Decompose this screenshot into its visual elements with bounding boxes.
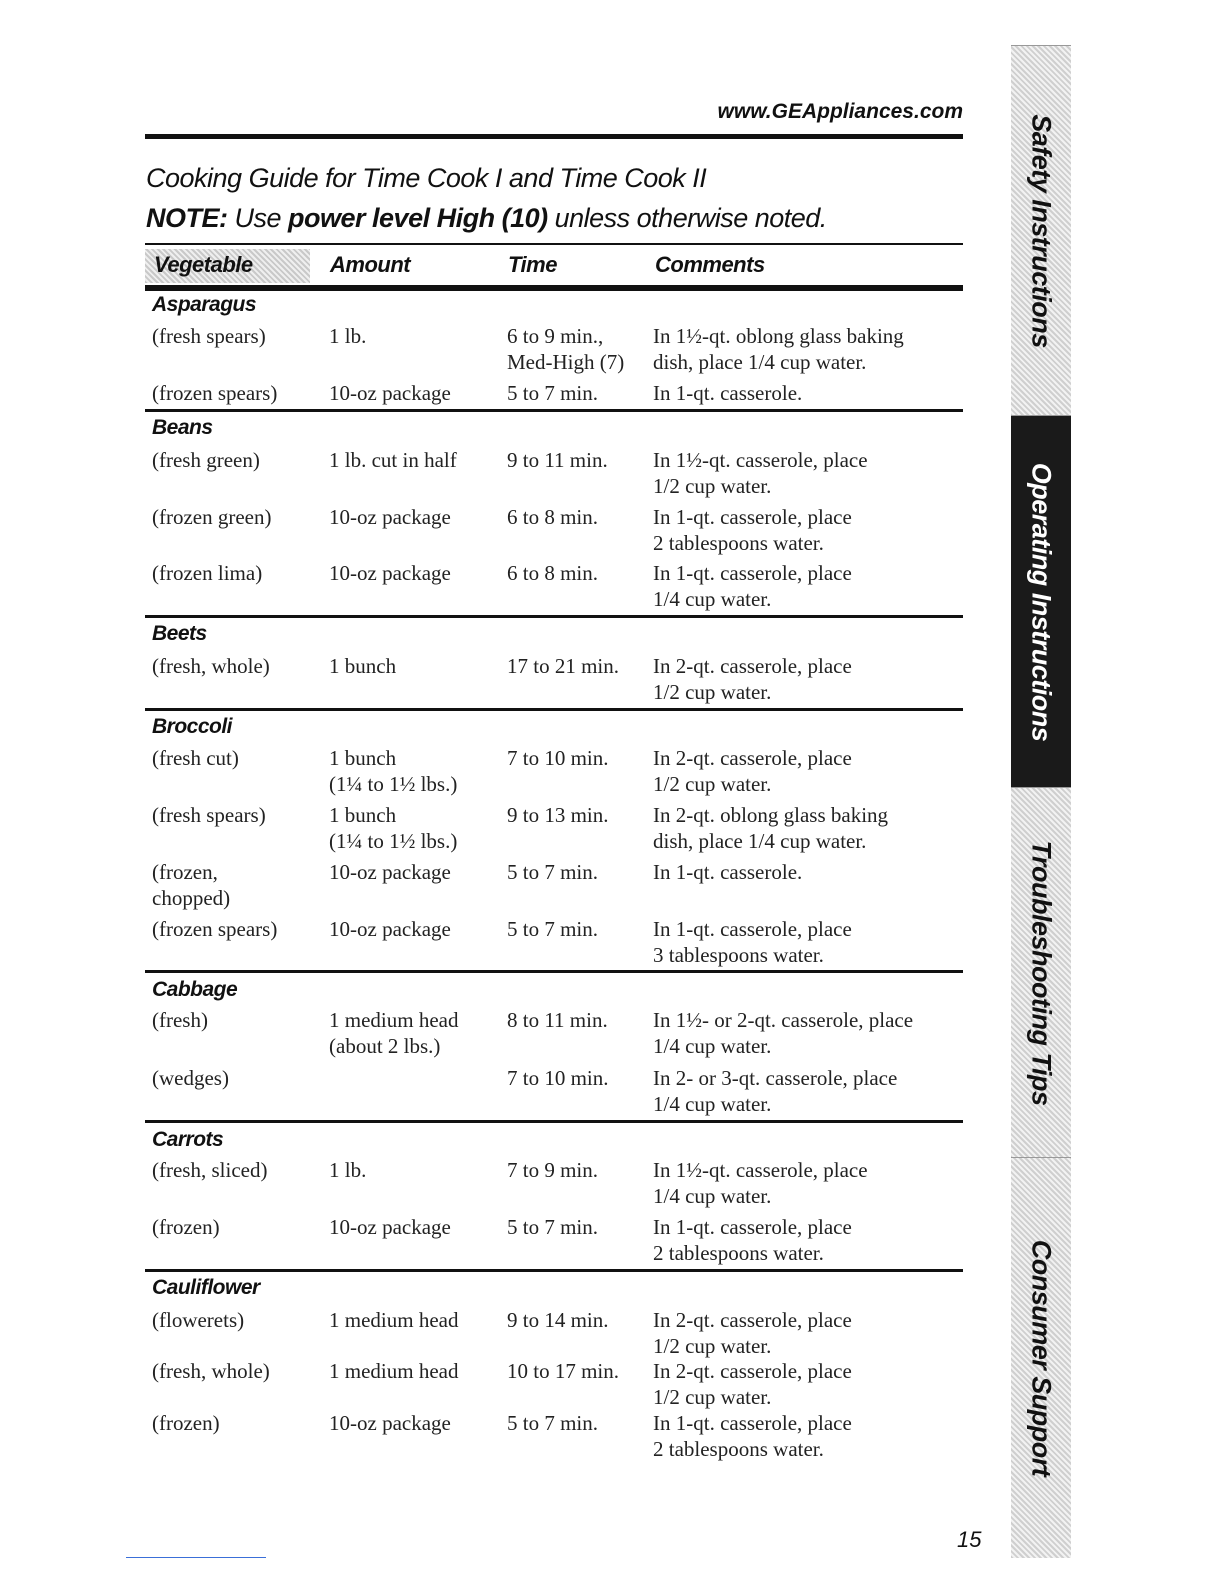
amount-cell: 10-oz package — [329, 860, 451, 884]
time-cell: 17 to 21 min. — [507, 654, 620, 678]
comment-cell: In 1½-qt. casserole, place 1/2 cup water. — [653, 448, 868, 498]
time-cell: 5 to 7 min. — [507, 1215, 599, 1239]
page-title: Cooking Guide for Time Cook I and Time Cook II — [146, 163, 707, 193]
header-rule — [145, 134, 963, 139]
amount-cell: 1 medium head (about 2 lbs.) — [329, 1008, 459, 1058]
note-rule — [145, 243, 963, 245]
amount-cell: 1 bunch — [329, 654, 397, 678]
comment-cell: In 2- or 3-qt. casserole, place 1/4 cup water. — [653, 1066, 898, 1116]
time-cell: 7 to 9 min. — [507, 1158, 599, 1182]
amount-cell: 1 lb. cut in half — [329, 448, 457, 472]
group-rule — [145, 970, 963, 973]
comment-cell: In 1½- or 2-qt. casserole, place 1/4 cup water. — [653, 1008, 914, 1058]
column-header-amount: Amount — [330, 252, 411, 277]
vegetable-group-name: Asparagus — [152, 293, 257, 316]
website-url[interactable]: www.GEAppliances.com — [717, 100, 963, 123]
comment-cell: In 1-qt. casserole. — [653, 860, 803, 884]
comment-cell: In 1-qt. casserole. — [653, 381, 803, 405]
tab-label: Safety Instructions — [1026, 114, 1057, 348]
column-header-comments: Comments — [655, 252, 765, 277]
time-cell: 10 to 17 min. — [507, 1359, 620, 1383]
bottom-link-line — [126, 1557, 266, 1558]
vegetable-form: (fresh, sliced) — [152, 1158, 268, 1182]
time-cell: 7 to 10 min. — [507, 746, 609, 770]
amount-cell: 1 medium head — [329, 1359, 459, 1383]
time-cell: 6 to 9 min., Med-High (7) — [507, 324, 625, 374]
amount-cell: 10-oz package — [329, 561, 451, 585]
comment-cell: In 1-qt. casserole, place 2 tablespoons water. — [653, 505, 852, 555]
amount-cell: 10-oz package — [329, 1215, 451, 1239]
vegetable-form: (frozen) — [152, 1411, 220, 1435]
vegetable-form: (fresh spears) — [152, 324, 266, 348]
vegetable-form: (frozen, chopped) — [152, 860, 231, 910]
vegetable-form: (fresh) — [152, 1008, 208, 1032]
time-cell: 5 to 7 min. — [507, 860, 599, 884]
amount-cell: 1 lb. — [329, 1158, 367, 1182]
tab-label: Troubleshooting Tips — [1026, 840, 1057, 1106]
amount-cell: 1 bunch (1¼ to 1½ lbs.) — [329, 803, 458, 853]
note-label: NOTE: — [146, 203, 228, 233]
group-rule — [145, 708, 963, 711]
amount-cell: 1 lb. — [329, 324, 367, 348]
amount-cell: 10-oz package — [329, 1411, 451, 1435]
vegetable-group-name: Beets — [152, 622, 207, 645]
amount-cell: 1 medium head — [329, 1308, 459, 1332]
group-rule — [145, 1120, 963, 1123]
vegetable-form: (frozen spears) — [152, 381, 278, 405]
group-rule — [145, 288, 963, 291]
vegetable-group-name: Cauliflower — [152, 1276, 260, 1299]
comment-cell: In 2-qt. casserole, place 1/2 cup water. — [653, 1308, 852, 1358]
tab-label: Consumer Support — [1026, 1239, 1057, 1477]
comment-cell: In 1-qt. casserole, place 3 tablespoons water. — [653, 917, 852, 967]
comment-cell: In 1½-qt. oblong glass baking dish, place 1/4 cup water. — [653, 324, 904, 374]
group-rule — [145, 615, 963, 618]
vegetable-group-name: Carrots — [152, 1128, 224, 1151]
comment-cell: In 2-qt. casserole, place 1/2 cup water. — [653, 746, 852, 796]
time-cell: 9 to 11 min. — [507, 448, 608, 472]
comment-cell: In 2-qt. casserole, place 1/2 cup water. — [653, 1359, 852, 1409]
vegetable-form: (frozen spears) — [152, 917, 278, 941]
note-text-1: Use — [227, 203, 289, 233]
time-cell: 9 to 13 min. — [507, 803, 609, 827]
vegetable-form: (fresh, whole) — [152, 1359, 270, 1383]
column-header-vegetable: Vegetable — [154, 252, 253, 277]
section-tabs — [1011, 45, 1071, 1557]
comment-cell: In 2-qt. oblong glass baking dish, place 1/4 cup water. — [653, 803, 889, 853]
time-cell: 7 to 10 min. — [507, 1066, 609, 1090]
vegetable-form: (fresh cut) — [152, 746, 239, 770]
vegetable-group-name: Beans — [152, 416, 213, 439]
time-cell: 6 to 8 min. — [507, 505, 599, 529]
column-header-time: Time — [508, 252, 557, 277]
comment-cell: In 2-qt. casserole, place 1/2 cup water. — [653, 654, 852, 704]
time-cell: 9 to 14 min. — [507, 1308, 609, 1332]
vegetable-form: (flowerets) — [152, 1308, 245, 1332]
group-rule — [145, 1269, 963, 1272]
amount-cell: 10-oz package — [329, 381, 451, 405]
vegetable-form: (fresh spears) — [152, 803, 266, 827]
vegetable-form: (fresh green) — [152, 448, 260, 472]
time-cell: 5 to 7 min. — [507, 381, 599, 405]
tab-consumer-support[interactable] — [1011, 1157, 1071, 1558]
vegetable-group-name: Cabbage — [152, 978, 238, 1001]
vegetable-group-name: Broccoli — [152, 715, 233, 738]
group-rule — [145, 409, 963, 412]
comment-cell: In 1-qt. casserole, place 2 tablespoons water. — [653, 1411, 852, 1461]
comment-cell: In 1½-qt. casserole, place 1/4 cup water. — [653, 1158, 868, 1208]
vegetable-form: (fresh, whole) — [152, 654, 270, 678]
time-cell: 6 to 8 min. — [507, 561, 599, 585]
tab-operating-instructions[interactable] — [1011, 415, 1071, 788]
tab-label: Operating Instructions — [1026, 462, 1057, 742]
time-cell: 8 to 11 min. — [507, 1008, 608, 1032]
comment-cell: In 1-qt. casserole, place 1/4 cup water. — [653, 561, 852, 611]
tab-safety-instructions[interactable] — [1011, 45, 1071, 416]
amount-cell: 1 bunch (1¼ to 1½ lbs.) — [329, 746, 458, 796]
page-number: 15 — [957, 1527, 982, 1552]
tab-troubleshooting-tips[interactable] — [1011, 787, 1071, 1158]
time-cell: 5 to 7 min. — [507, 917, 599, 941]
amount-cell: 10-oz package — [329, 917, 451, 941]
vegetable-form: (frozen green) — [152, 505, 272, 529]
note-power-level: power level High (10) — [288, 203, 548, 233]
vegetable-form: (wedges) — [152, 1066, 229, 1090]
amount-cell: 10-oz package — [329, 505, 451, 529]
vegetable-form: (frozen) — [152, 1215, 220, 1239]
power-note — [146, 203, 827, 234]
vegetable-form: (frozen lima) — [152, 561, 263, 585]
time-cell: 5 to 7 min. — [507, 1411, 599, 1435]
comment-cell: In 1-qt. casserole, place 2 tablespoons water. — [653, 1215, 852, 1265]
note-text-2: unless otherwise noted. — [547, 203, 827, 233]
